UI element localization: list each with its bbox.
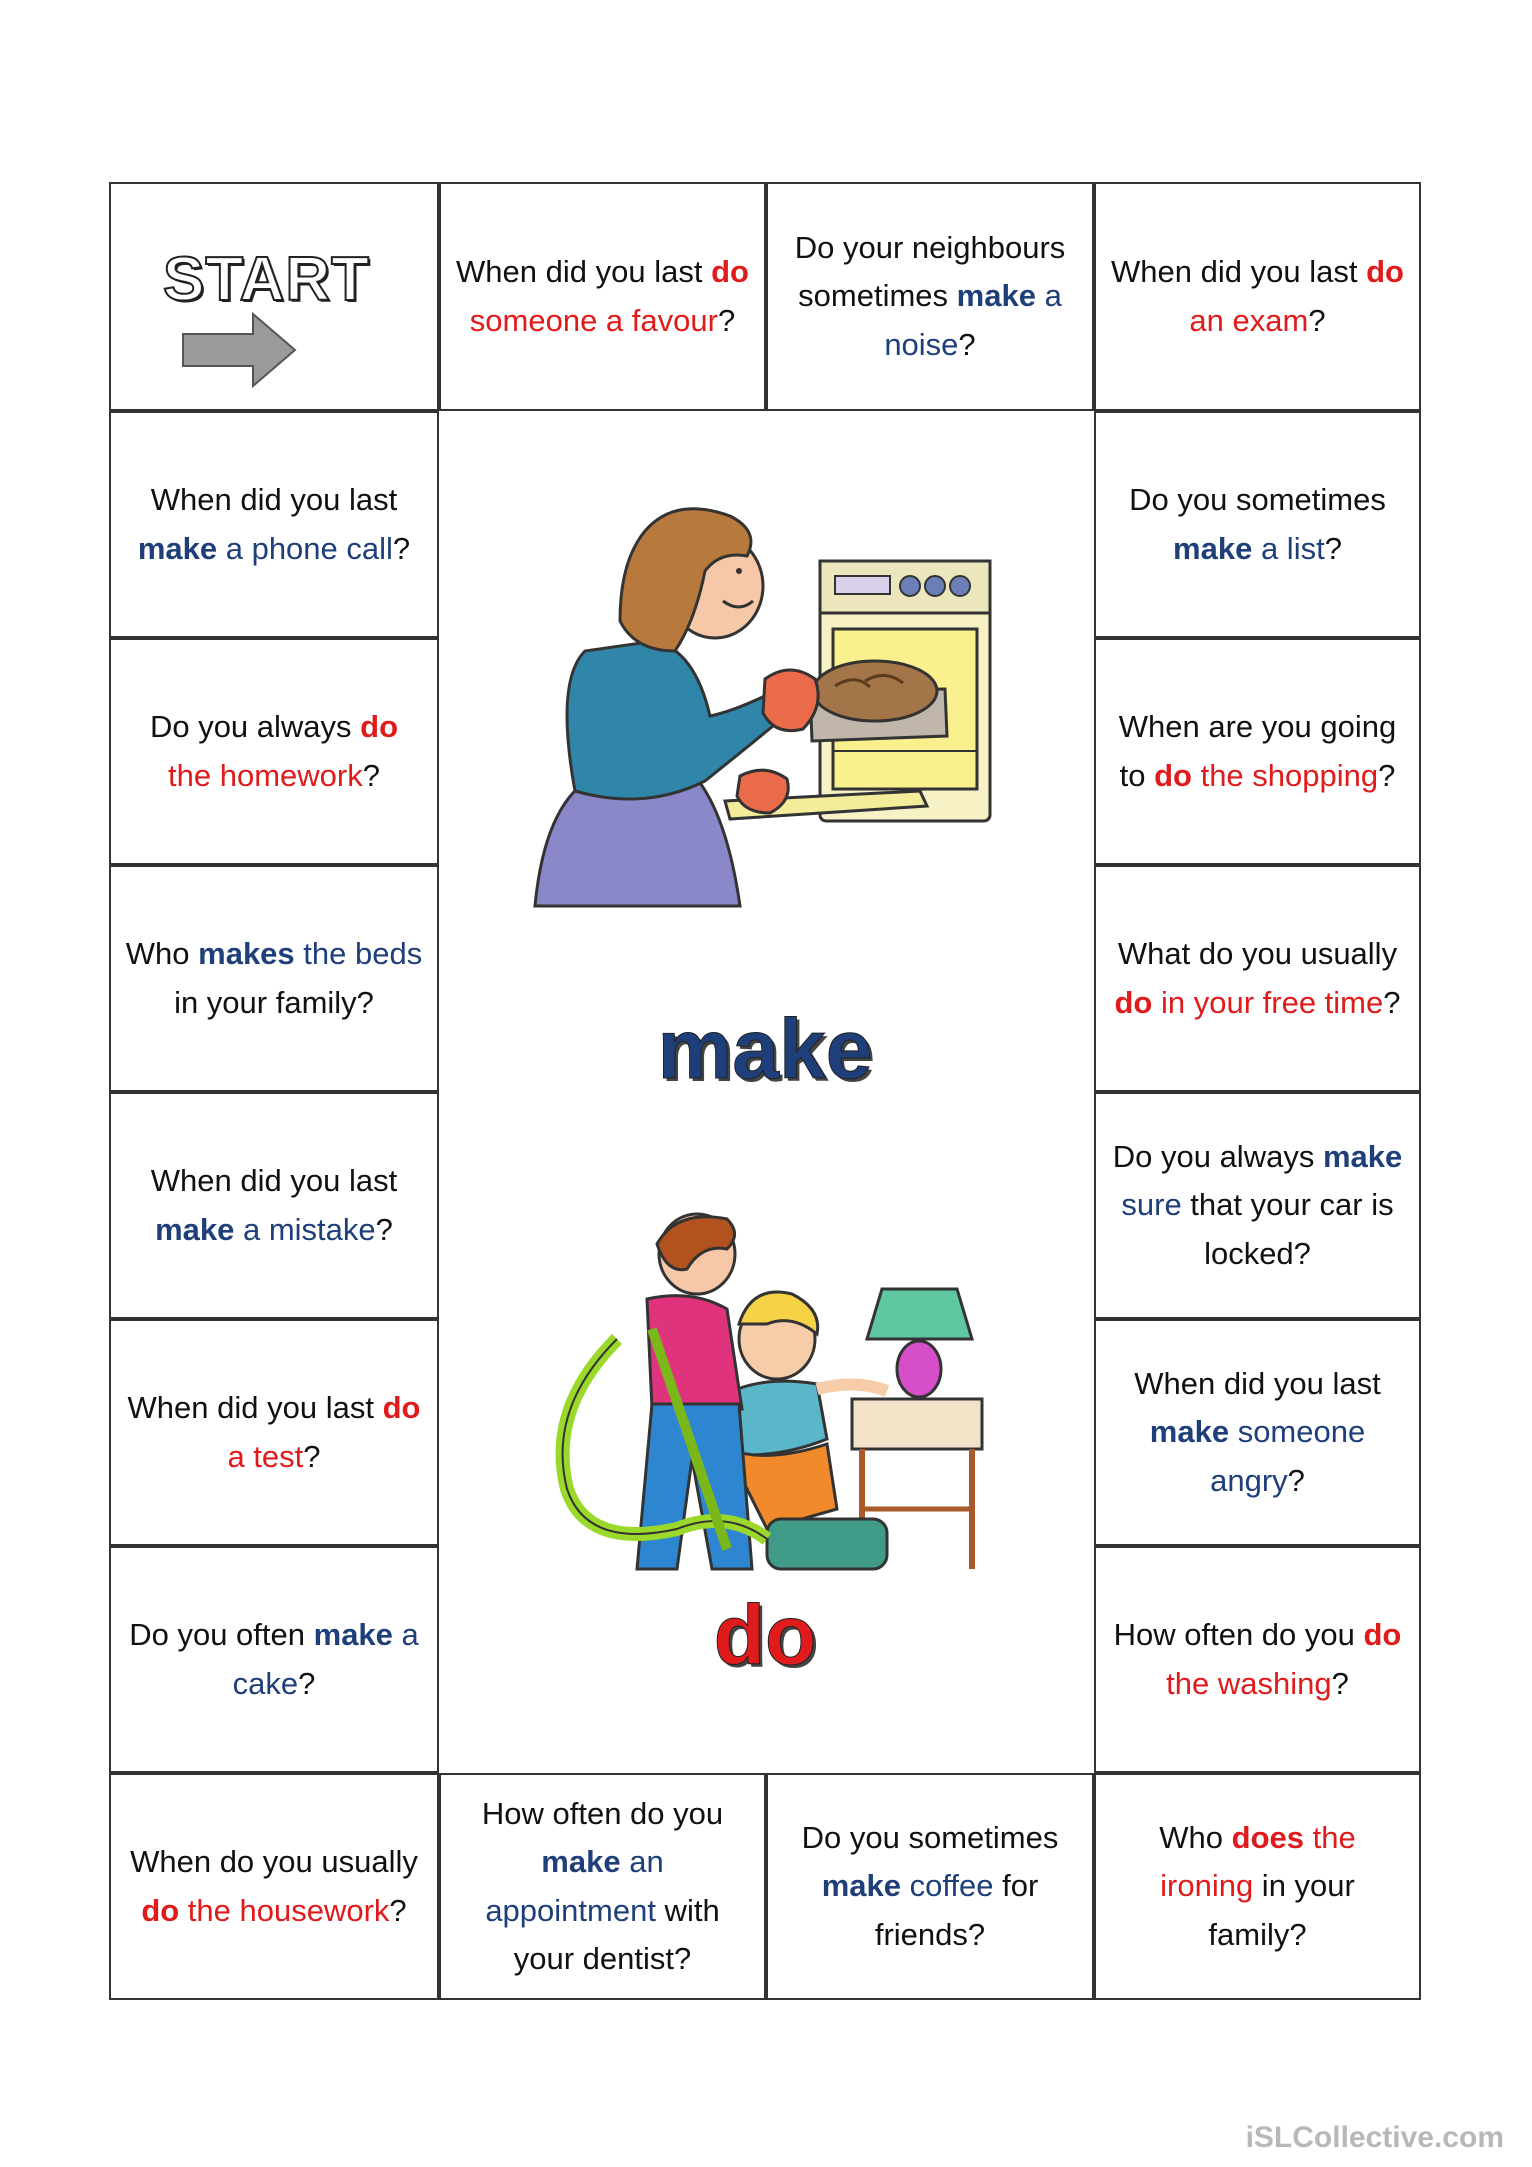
question-part: a test [227, 1390, 430, 1474]
board-square [109, 1546, 439, 1773]
question-text [125, 703, 423, 799]
question-part: ? [1378, 757, 1396, 793]
question-part: ? [1383, 984, 1401, 1020]
question-part: ? [298, 1665, 316, 1701]
question-part: makes [198, 936, 295, 972]
question-part: When did you last [150, 482, 406, 518]
board-square [1094, 411, 1421, 638]
question-part: make [1149, 1414, 1230, 1450]
question-text [125, 1384, 430, 1480]
question-part: for friends? [874, 1868, 1047, 1952]
board-square [109, 1092, 439, 1319]
woman-baking-illustration [525, 501, 995, 913]
question-text [782, 224, 1078, 368]
question-part: make [1322, 1139, 1403, 1175]
question-part: in your family? [174, 936, 431, 1020]
question-text [1110, 1133, 1411, 1277]
question-part: Do you sometimes [801, 1820, 1067, 1856]
question-part: Do you often [129, 1617, 314, 1653]
question-part: make [313, 1617, 393, 1653]
board-square [109, 865, 439, 1092]
question-part: Do you sometimes [1129, 482, 1395, 518]
question-part: do [141, 1892, 180, 1928]
question-text [1110, 930, 1405, 1026]
board-square [439, 182, 766, 411]
question-part: make [1173, 530, 1253, 566]
board-square [766, 182, 1094, 411]
question-part: someone angry [1210, 1414, 1374, 1498]
question-part: Who [1159, 1820, 1232, 1856]
question-part: ? [375, 1211, 393, 1247]
question-part: When do you usually [130, 1844, 427, 1880]
start-cell [109, 182, 439, 411]
question-part: ? [389, 1892, 407, 1928]
question-part: in your family? [1208, 1868, 1364, 1952]
question-part: do [1114, 984, 1153, 1020]
question-part: make [155, 1211, 235, 1247]
board-square [766, 1773, 1094, 2000]
question-part: Do you always [149, 709, 361, 745]
question-text [1110, 248, 1413, 344]
question-part: When are you going to [1118, 709, 1405, 793]
question-part: an exam [1189, 254, 1413, 338]
question-part: the shopping [1191, 757, 1379, 793]
question-part: do [382, 1390, 421, 1426]
board-square [439, 1773, 766, 2000]
question-part: When did you last [456, 254, 712, 290]
question-part: do [360, 709, 399, 745]
question-part: ? [392, 530, 411, 566]
question-text [125, 476, 423, 572]
question-part: that your car is locked? [1181, 1187, 1403, 1271]
question-text [1110, 703, 1405, 799]
question-part: someone a favour [469, 254, 758, 338]
question-part: ? [362, 757, 380, 793]
question-part: ? [1324, 530, 1342, 566]
question-text [782, 1814, 1078, 1958]
board-square [1094, 182, 1421, 411]
question-part: in your free time [1152, 984, 1384, 1020]
question-part: do [1366, 254, 1404, 290]
board-square [109, 1773, 439, 2000]
question-part: ? [717, 302, 736, 338]
question-part: a phone call [217, 530, 393, 566]
question-text [1110, 1611, 1410, 1707]
question-text [125, 1611, 428, 1707]
question-part: ? [1308, 302, 1326, 338]
question-part: a list [1252, 530, 1325, 566]
question-part: Who [125, 936, 199, 972]
board-square [1094, 1546, 1421, 1773]
question-part: ? [1331, 1665, 1349, 1701]
question-part: with your dentist? [513, 1892, 729, 1976]
watermark: iSLCollective.com [1245, 2121, 1504, 2154]
question-part: the homework [168, 709, 407, 793]
question-part: the housework [179, 1892, 390, 1928]
question-part: a cake [232, 1617, 428, 1701]
question-part: do [1363, 1617, 1402, 1653]
question-part: make [137, 530, 218, 566]
question-text [1110, 1360, 1405, 1504]
question-part: the beds [294, 936, 423, 972]
right-arrow-icon [181, 312, 297, 388]
question-part: ? [958, 326, 976, 362]
question-part: do [711, 254, 749, 290]
question-text [125, 1838, 427, 1934]
question-part: an appointment [485, 1844, 673, 1928]
question-text [455, 1790, 750, 1982]
question-part: When did you last [1111, 254, 1367, 290]
question-part: does [1231, 1820, 1304, 1856]
question-part: make [956, 278, 1036, 314]
board-square [1094, 638, 1421, 865]
question-part: ? [1287, 1462, 1305, 1498]
question-text [125, 1157, 423, 1253]
question-text [1110, 476, 1405, 572]
do-word: do [713, 1588, 817, 1682]
board-square [109, 638, 439, 865]
question-text [455, 248, 758, 344]
question-text [1110, 1814, 1405, 1958]
start-label: START [163, 245, 371, 314]
question-part: What do you usually [1117, 936, 1406, 972]
question-part: sure [1121, 1139, 1411, 1223]
question-part: When did you last [127, 1390, 383, 1426]
question-part: When did you last [1134, 1366, 1390, 1402]
question-part: How often do you [1113, 1617, 1364, 1653]
cleaning-illustration [527, 1209, 1007, 1589]
board-square [1094, 1773, 1421, 2000]
make-word: make [657, 1002, 873, 1096]
question-part: the washing [1166, 1617, 1410, 1701]
question-part: make [821, 1868, 901, 1904]
question-part: the ironing [1160, 1820, 1365, 1904]
board-square [1094, 865, 1421, 1092]
question-text [125, 930, 431, 1026]
question-part: a mistake [234, 1211, 376, 1247]
question-part: ? [303, 1438, 321, 1474]
question-part: do [1154, 757, 1192, 793]
board-square [109, 1319, 439, 1546]
question-part: make [541, 1844, 621, 1880]
board-square [1094, 1319, 1421, 1546]
question-part: Do your neighbours sometimes [794, 230, 1074, 314]
question-part: When did you last [150, 1163, 406, 1199]
board-square [109, 411, 439, 638]
question-part: Do you always [1112, 1139, 1323, 1175]
center-area [437, 409, 1093, 1771]
board-square [1094, 1092, 1421, 1319]
question-part: a noise [884, 278, 1071, 362]
question-part: How often do you [481, 1796, 732, 1832]
question-part: coffee [900, 1868, 994, 1904]
